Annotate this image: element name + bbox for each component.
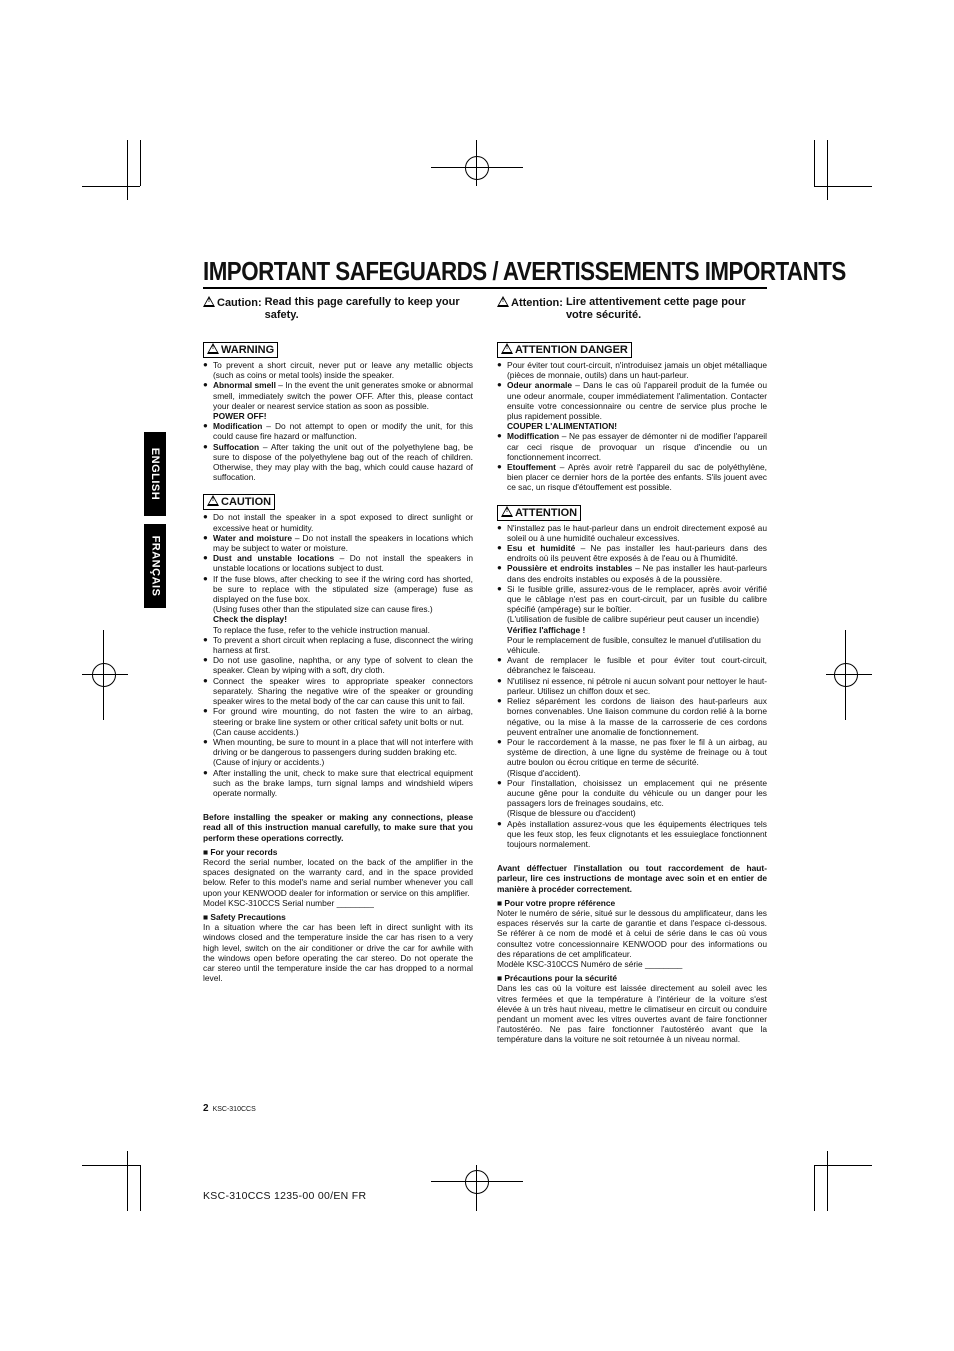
list-item: ● Water and moisture – Do not install the speakers in locations which may be subject to water or moisture. [203,533,473,553]
list-item: ● Suffocation – After taking the unit out of the polyethylene bag, be sure to dispose of the polyethylene bag out of the reach of children. Otherwise, they may play with the bag, which could cause hazard of suffocation. [203,442,473,483]
warning-heading: !WARNING [203,342,278,358]
before-install-note: Avant déffectuer l'installation ou tout raccordement de haut-parleur, lire ces instructions de montage avec soin et en entier de manière à procéder correctement. [497,863,767,894]
model-serial-line: Model KSC-310CCS Serial number ________ [203,897,374,908]
safety-heading: ■ Précautions pour la sécurité [497,973,618,984]
footer-model: KSC-310CCS [212,1106,256,1113]
list-item: ● Do not use gasoline, naphtha, or any type of solvent to clean the speaker. Clean by wiping with a soft, dry cloth. [203,655,473,675]
list-item: ● To prevent a short circuit when replacing a fuse, disconnect the wiring harness at first. [203,635,473,655]
list-item: ● Pour l'installation, choisissez un emplacement qui ne présente aucune gêne pour la conduite du véhicule ou un danger pour les passagers lors de freinages soudains, etc. [497,778,767,809]
records-text: Record the serial number, located on the back of the amplifier in the spaces designated on the warranty card, and in the space provided below. Refer to this model's name and serial number whenever you call upon your KENWOOD dealer for information or service on this amplifier. [203,856,473,898]
warning-triangle-icon [207,343,219,354]
list-item: ● Modiffication – Ne pas essayer de démonter ni de modifier l'appareil car ceci risque de provoquar un risque d'incendie ou un fonctionnement incorrect. [497,431,767,462]
warning-triangle-icon [497,296,509,307]
accident-note: (Risque d'accident). [507,767,581,778]
warning-section [203,342,473,482]
safety-heading: ■ Safety Precautions [203,911,286,922]
list-item: ● Connect the speaker wires to appropriate speaker connectors separately. Sharing the negative wire of the speaker or grounding speaker wires to the metal body of the car can cause this unit to fail. [203,676,473,707]
list-item: ● Esu et humidité – Ne pas installer les haut-parieurs dans des endroits où ils peuvent être exposés à de l'eau ou à l'humidité. [497,543,767,563]
records-text: Noter le numéro de série, situé sur le dessous du amplificateur, dans les espaces réservés sur la carte de garantie et dans l'espace ci-dessous. Se référer à ce nom de modé et à celui de série dans le cas où vous consultez votre concessionnaire KENWOOD pour des informations ou des réparations de cet amplificateur. [497,907,767,959]
warning-triangle-icon [501,506,513,517]
warning-heading: !ATTENTION DANGER [497,342,632,358]
injury-note: (Risque de blessure ou d'accident) [507,808,636,819]
check-text: To replace the fuse, refer to the vehicle instruction manual. [213,624,430,635]
list-item: ● Pour éviter tout court-circuit, n'introduisez jamais un objet métalliaque (pièces de monnaie, outils) dans un haut-parleur. [497,360,767,380]
tab-english: ENGLISH [144,432,166,516]
fuse-note: (L'utilisation de fusible de calibre supérieur peut causer un incendie) [507,614,760,625]
print-code: KSC-310CCS 1235-00 00/EN FR [203,1190,367,1202]
model-serial-line: Modèle KSC-310CCS Numéro de série ________ [497,958,683,969]
list-item: ● To prevent a short circuit, never put or leave any metallic objects (such as coins or metal tools) inside the speaker. [203,360,473,380]
list-item: ● Apès installation assurez-vous que les équipements électriques tels que les feux stop, les feux clignotants et les essuieglace fonctionnent toujours normalement. [497,819,767,850]
warning-triangle-icon [203,296,215,307]
list-item: ● Poussière et endroits instables – Ne pas installer les haut-parleurs dans des endroits instables ou exposés à de la poussière. [497,563,767,583]
safety-text: Dans les cas où la voiture est laissée directement au soleil avec les vitres fermées et que la température à l'intérieur de la voiture s'est élevée à un très haut niveau, mettre le climatiseur en circuit ou conduire pendant un moment avec les vitres ouvertes avant de faire fonctionner l'autostéréo. Ne pas faire fonctionner l'autostéréo avant que la température dans la voiture ne soit retournée à un niveau normal. [497,983,767,1045]
fuse-note: (Using fuses other than the stipulated size can cause fires.) [213,604,433,615]
list-item: ● For ground wire mounting, do not fasten the wire to an airbag, steering or brake line system or other critical safety unit bolts or nut. [203,706,473,726]
list-item: ● Reliez séparément les cordons de liaison des haut-parleurs aux bornes convenables. Une liaison commune du cordon relié à la borne négative, ou la mise à la masse de la carrosserie de ces cordons peuvent entraîner une anomalie de fonctionnement. [497,696,767,737]
list-item: ● Modification – Do not attempt to open or modify the unit, for this could cause fire hazard or malfunction. [203,421,473,441]
english-column [203,296,473,983]
accident-note: (Can cause accidents.) [213,726,299,737]
warning-section [497,342,767,493]
page-title: IMPORTANT SAFEGUARDS / AVERTISSEMENTS IMPORTANTS [203,256,846,286]
list-item: ● Dust and unstable locations – Do not install the speakers in unstable locations or locations subject to dust. [203,553,473,573]
list-item: ● Avant de remplacer le fusible et pour éviter tout court-circuit, débranchez le faisceau. [497,655,767,675]
french-column [497,296,767,1045]
list-item: ● When mounting, be sure to mount in a place that will not interfere with driving or be dangerous to passengers during sudden braking etc. [203,737,473,757]
list-item: ● After installing the unit, check to make sure that electrical equipment such as the brake lamps, turn signal lamps and windshield wipers operate normally. [203,768,473,799]
list-item: ● Pour le raccordement à la masse, ne pas fixer le fil à un airbag, au système de direction, à une ligne du système de freinage ou à tout autre boulon ou écrou critique en terme de sécurité. [497,737,767,768]
caution-header: !Caution: Read this page carefully to keep your safety. [203,296,473,322]
caution-header: !Attention: Lire attentivement cette page pour votre sécurité. [497,296,767,322]
list-item: ● Etouffement – Après avoir retrè l'appareil du sac de polyéthylène, bien placer ce dernier hors de la portée des enfants. S'ils jouent avec ce sac, un risque d'étouffement est possible. [497,462,767,493]
list-item: ● Si le fusible grille, assurez-vous de le remplacer, après avoir vérifié que le câblage n'est pas en court-circuit, par un fusible du calibre spécifié (ampérage) sur le boîtier. [497,584,767,615]
list-item: ● If the fuse blows, after checking to see if the wiring cord has shorted, be sure to replace with the stipulated size (amperage) fuse as displayed on the fuse box. [203,574,473,605]
records-heading: ■ For your records [203,846,278,857]
list-item: ● N'utilisez ni essence, ni pétrole ni aucun solvant pour nettoyer le haut-parleur. Utilisez un chiffon doux et sec. [497,676,767,696]
check-text: Pour le remplacement de fusible, consultez le manuel d'utilisation du véhicule. [507,634,761,656]
page-number: 2 KSC-310CCS [203,1103,256,1114]
power-off-note: COUPER L'ALIMENTATION! [507,421,618,432]
list-item: ● N'installez pas le haut-parleur dans un endroit directement exposé au soleil ou à une humidité ouchaleur excessives. [497,523,767,543]
injury-note: (Cause of injury or accidents.) [213,757,325,768]
power-off-note: POWER OFF! [213,411,267,422]
safety-text: In a situation where the car has been left in direct sunlight with its windows closed and the temperature inside the car has risen to a very high level, switch on the air conditioner or drive the car for awhile with the windows open before operating the car stereo. Do not operate the car stereo until the temperature inside the car has dropped to a normal level. [203,922,473,984]
caution-heading: !CAUTION [203,494,275,510]
title-rule [203,287,767,289]
check-display: Check the display! [213,614,288,625]
warning-triangle-icon [501,343,513,354]
list-item: ● Odeur anormale – Dans le cas où l'appareil produit de la fumée ou une odeur anormale, couper immédiatement l'alimentation. Contacter ensuite votre concessionnaire ou centre de service plus proche le plus rapidement possible. [497,380,767,421]
caution-section [203,494,473,798]
caution-heading: !ATTENTION [497,505,581,521]
check-display: Vérifiez l'affichage ! [507,624,586,635]
warning-triangle-icon [207,495,219,506]
list-item: ● Do not install the speaker in a spot exposed to direct sunlight or excessive heat or humidity. [203,512,473,532]
list-item: ● Abnormal smell – In the event the unit generates smoke or abnormal smell, immediately switch the power OFF. After this, please contact your dealer or nearest service station as soon as possible. [203,380,473,411]
records-heading: ■ Pour votre propre référence [497,897,616,908]
caution-section [497,505,767,850]
tab-french: FRANÇAIS [144,524,166,608]
before-install-note: Before installing the speaker or making any connections, please read all of this instruction manual carefully, to make sure that you perform these operations correctly. [203,812,473,843]
